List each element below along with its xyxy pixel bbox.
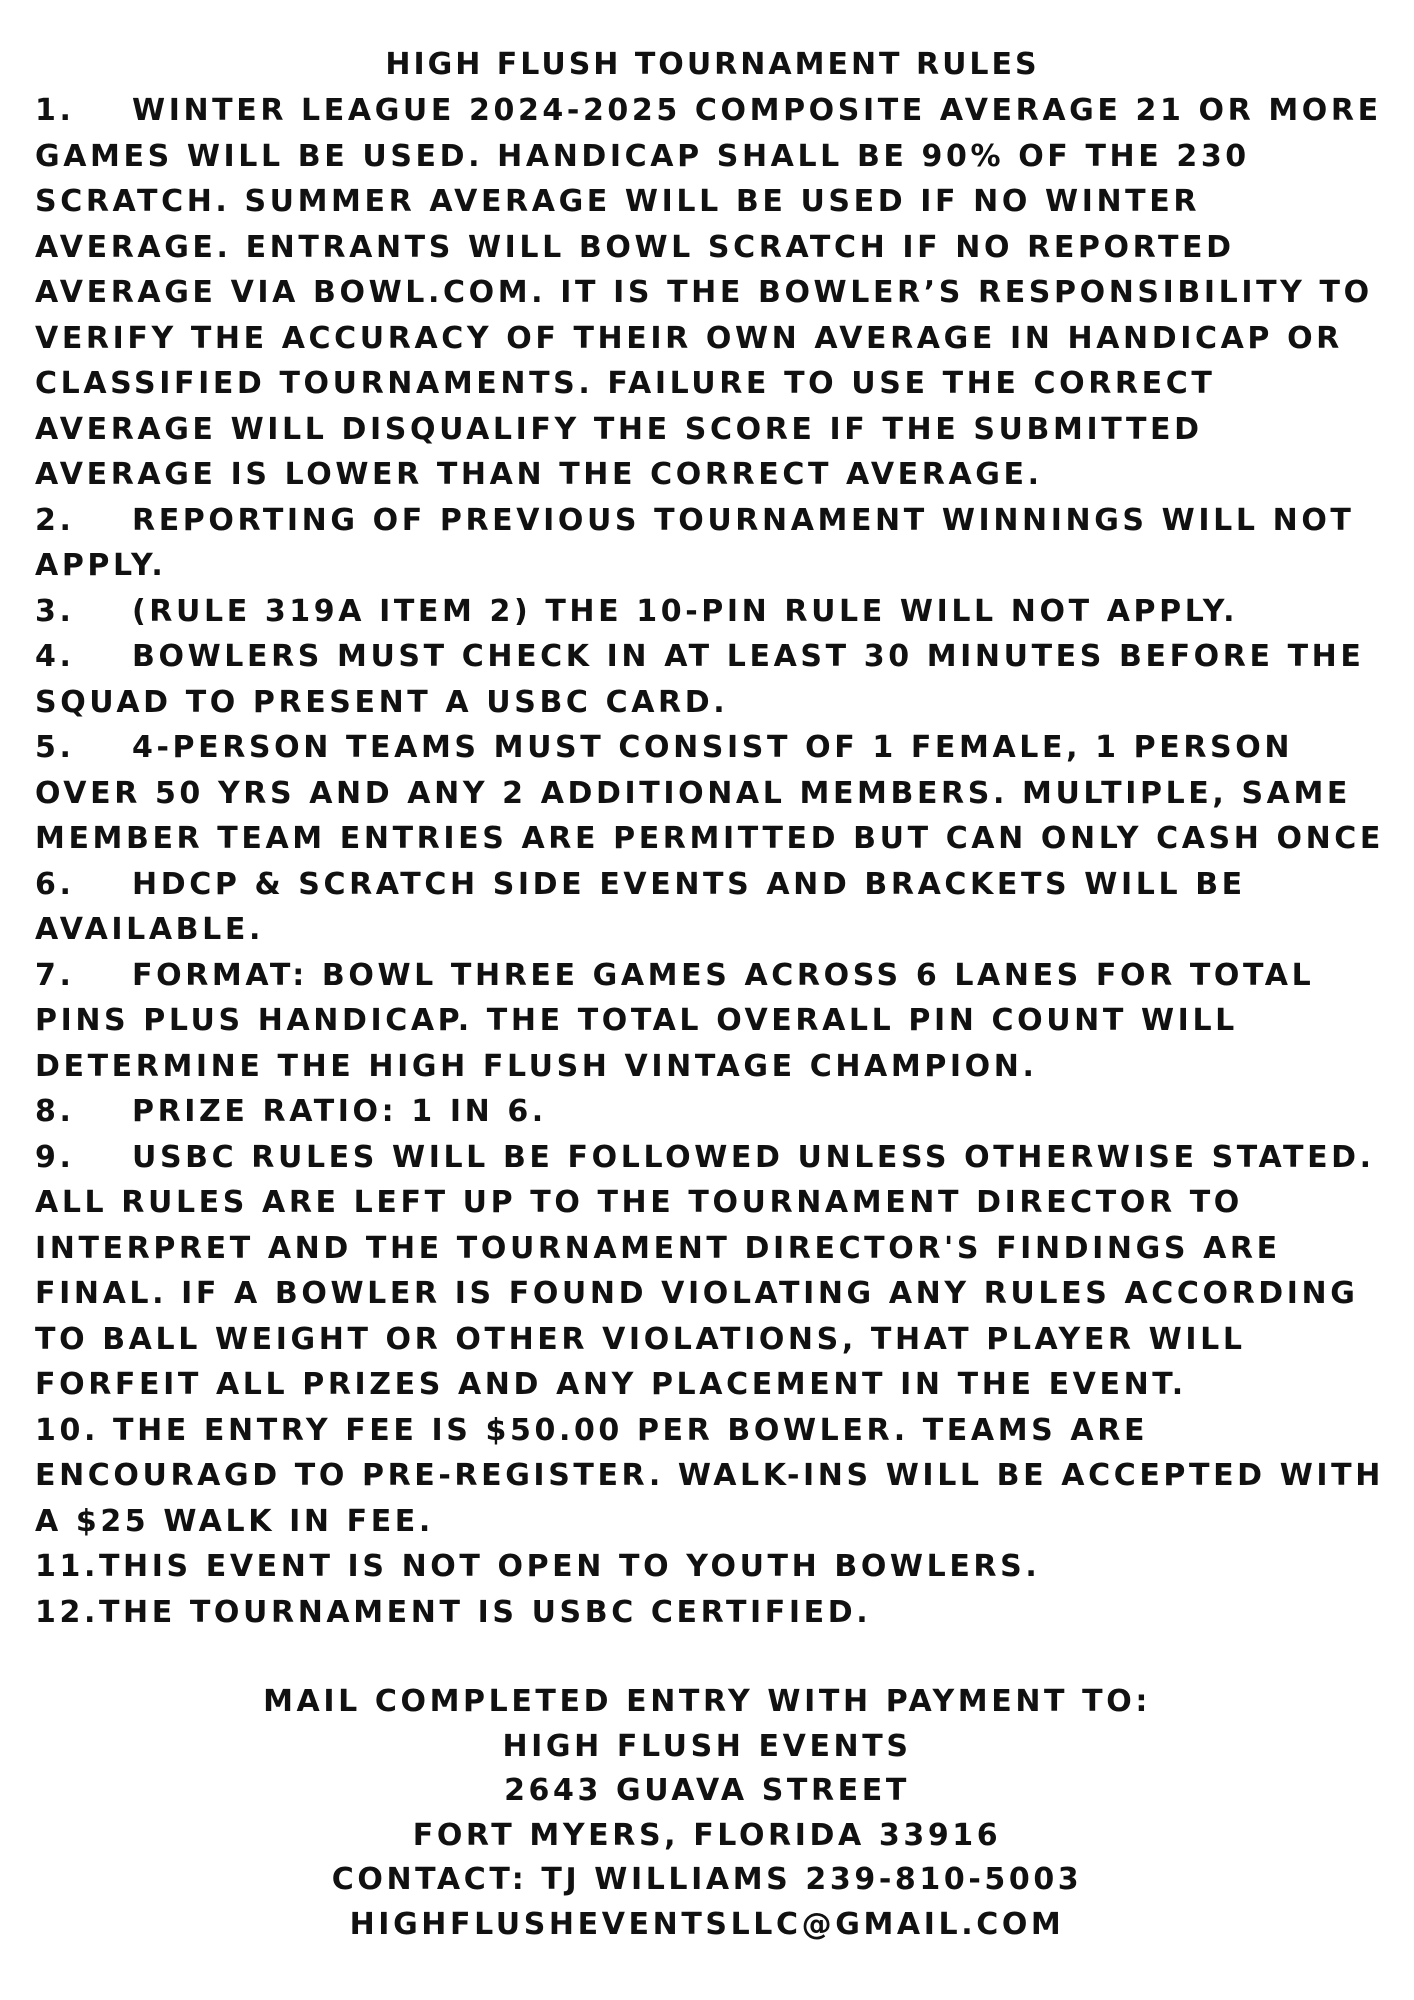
page-title: HIGH FLUSH TOURNAMENT RULES [385, 47, 1040, 82]
rule-item [35, 725, 1390, 862]
rule-item [35, 498, 1390, 589]
rule-number: 9. [35, 1139, 75, 1175]
rule-text: USBC RULES WILL BE FOLLOWED UNLESS OTHERWISE STATED. ALL RULES ARE LEFT UP TO THE TOURNAMENT DIRECTOR TO INTERPRET AND THE TOURNAMENT DIRECTOR'S FINDINGS ARE FINAL. IF A BOWLER IS FOUND VIOLATING ANY RULES ACCORDING TO BALL WEIGHT OR OTHER VIOLATIONS, THAT PLAYER WILL FORFEIT ALL PRIZES AND ANY PLACEMENT IN THE EVENT. [35, 1139, 1375, 1402]
mail-city: FORT MYERS, FLORIDA 33916 [412, 1817, 1002, 1853]
rule-item [35, 1590, 1390, 1636]
rule-text: WINTER LEAGUE 2024-2025 COMPOSITE AVERAGE 21 OR MORE GAMES WILL BE USED. HANDICAP SHALL BE 90% OF THE 230 SCRATCH. SUMMER AVERAGE WILL BE USED IF NO WINTER AVERAGE. ENTRANTS WILL BOWL SCRATCH IF NO REPORTED AVERAGE VIA BOWL.COM. IT IS THE BOWLER’S RESPONSIBILITY TO VERIFY THE ACCURACY OF THEIR OWN AVERAGE IN HANDICAP OR CLASSIFIED TOURNAMENTS. FAILURE TO USE THE CORRECT AVERAGE WILL DISQUALIFY THE SCORE IF THE SUBMITTED AVERAGE IS LOWER THAN THE CORRECT AVERAGE. [35, 93, 1382, 492]
rule-item [35, 634, 1390, 725]
rule-item [35, 1135, 1390, 1408]
rule-item [35, 1544, 1390, 1590]
rule-number: 2. [35, 502, 75, 538]
rule-text: FORMAT: BOWL THREE GAMES ACROSS 6 LANES FOR TOTAL PINS PLUS HANDICAP. THE TOTAL OVERALL PIN COUNT WILL DETERMINE THE HIGH FLUSH VINTAGE CHAMPION. [35, 957, 1315, 1084]
rule-number: 6. [35, 866, 75, 902]
rule-item [35, 1408, 1390, 1545]
rule-text: REPORTING OF PREVIOUS TOURNAMENT WINNINGS WILL NOT APPLY. [35, 502, 1355, 583]
rule-text: PRIZE RATIO: 1 IN 6. [132, 1094, 547, 1129]
rule-text: BOWLERS MUST CHECK IN AT LEAST 30 MINUTES BEFORE THE SQUAD TO PRESENT A USBC CARD. [35, 639, 1365, 720]
rule-text: (RULE 319A ITEM 2) THE 10-PIN RULE WILL NOT APPLY. [132, 593, 1239, 629]
rule-text: THE ENTRY FEE IS $50.00 PER BOWLER. TEAMS ARE ENCOURAGD TO PRE-REGISTER. WALK-INS WILL BE ACCEPTED WITH A $25 WALK IN FEE. [35, 1412, 1384, 1539]
rule-number: 3. [35, 593, 75, 629]
rule-text: 4-PERSON TEAMS MUST CONSIST OF 1 FEMALE, 1 PERSON OVER 50 YRS AND ANY 2 ADDITIONAL MEMBERS. MULTIPLE, SAME MEMBER TEAM ENTRIES ARE PERMITTED BUT CAN ONLY CASH ONCE [35, 730, 1385, 856]
mail-email: HIGHFLUSHEVENTSLLC@GMAIL.COM [349, 1906, 1065, 1942]
rule-number: 4. [35, 639, 75, 674]
rule-item [35, 88, 1390, 498]
rule-text: HDCP & SCRATCH SIDE EVENTS AND BRACKETS WILL BE AVAILABLE. [35, 866, 1246, 947]
mail-street: 2643 GUAVA STREET [504, 1773, 910, 1808]
rule-item [35, 589, 1390, 635]
rules-list [35, 88, 1390, 1635]
rule-number: 12. [35, 1594, 99, 1630]
rule-number: 5. [35, 730, 75, 765]
mailing-address-block [0, 1680, 1414, 1947]
mail-contact: CONTACT: TJ WILLIAMS 239-810-5003 [331, 1862, 1083, 1897]
rule-item [35, 953, 1390, 1090]
rule-number: 1. [35, 93, 75, 128]
rule-item [35, 1089, 1390, 1135]
rule-text: THIS EVENT IS NOT OPEN TO YOUTH BOWLERS. [98, 1549, 1041, 1584]
rule-text: THE TOURNAMENT IS USBC CERTIFIED. [98, 1594, 872, 1630]
rule-number: 8. [35, 1094, 75, 1129]
rule-number: 7. [35, 957, 75, 993]
rule-item [35, 862, 1390, 953]
rules-document [35, 42, 1390, 1635]
mail-heading: MAIL COMPLETED ENTRY WITH PAYMENT TO: [263, 1684, 1151, 1719]
rule-number: 10. [35, 1412, 99, 1448]
mail-recipient: HIGH FLUSH EVENTS [502, 1728, 912, 1764]
rule-number: 11. [35, 1549, 99, 1584]
